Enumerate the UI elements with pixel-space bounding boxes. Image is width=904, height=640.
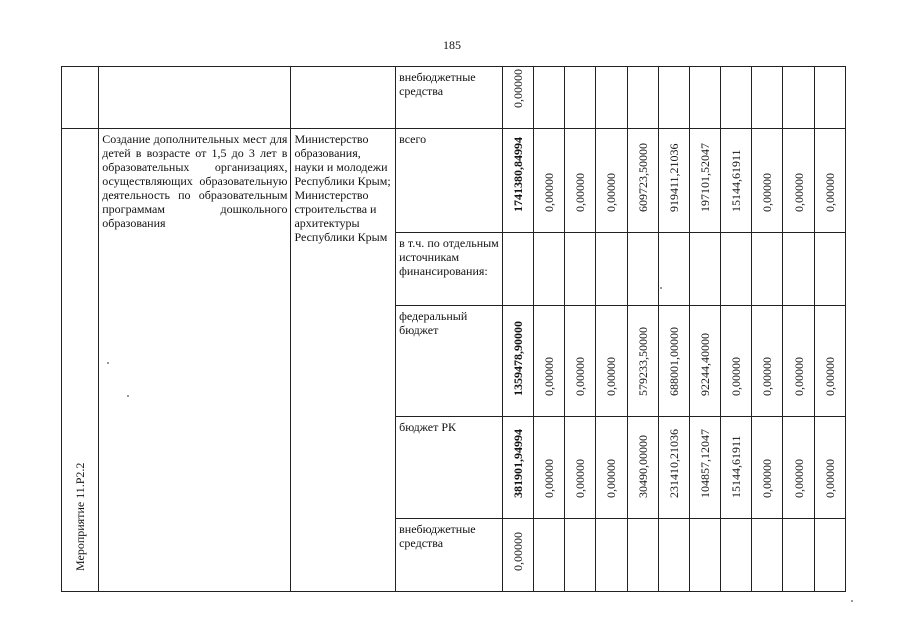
empty-cell xyxy=(721,233,752,306)
funding-source-cell xyxy=(396,67,503,129)
activity-description: Создание дополнительных мест для детей в возрасте от 1,5 до 3 лет в образовательных организациях, осуществляющих образовательную деятельность по образовательным программам дошкольного образования xyxy=(102,132,288,230)
value: 0,00000 xyxy=(604,357,619,396)
value: 0,00000 xyxy=(760,357,775,396)
value-cell xyxy=(502,417,533,519)
scan-speck xyxy=(851,600,853,602)
empty-cell xyxy=(596,233,627,306)
financing-table xyxy=(61,66,846,592)
value-cell xyxy=(689,306,720,417)
value-cell xyxy=(721,519,752,592)
value-cell xyxy=(783,306,814,417)
empty-cell xyxy=(502,233,533,306)
value-cell xyxy=(502,306,533,417)
value-cell xyxy=(752,306,783,417)
value-cell xyxy=(783,67,814,129)
value-cell xyxy=(627,417,658,519)
funding-source: бюджет РК xyxy=(399,420,457,434)
funding-source: внебюджетные средства xyxy=(399,70,476,98)
value-cell xyxy=(658,519,689,592)
value-cell xyxy=(814,306,845,417)
funding-source-cell xyxy=(396,129,503,233)
value-cell xyxy=(533,129,564,233)
empty-cell xyxy=(533,233,564,306)
value-cell xyxy=(689,67,720,129)
value-cell xyxy=(752,519,783,592)
value: 0,00000 xyxy=(510,69,525,108)
value-cell xyxy=(658,306,689,417)
value-cell xyxy=(814,417,845,519)
value: 0,00000 xyxy=(542,459,557,498)
value-cell xyxy=(502,519,533,592)
value-cell xyxy=(565,129,596,233)
value: 15144,61911 xyxy=(729,435,744,498)
value: 197101,52047 xyxy=(698,143,712,212)
value: 0,00000 xyxy=(542,173,557,212)
value: 30490,00000 xyxy=(635,435,650,498)
value-cell xyxy=(627,129,658,233)
value: 0,00000 xyxy=(604,459,619,498)
value-cell xyxy=(596,519,627,592)
value-cell xyxy=(627,519,658,592)
scan-speck xyxy=(107,362,109,364)
value-cell xyxy=(565,417,596,519)
value: 0,00000 xyxy=(729,357,744,396)
value-cell xyxy=(502,67,533,129)
empty-cell xyxy=(658,233,689,306)
value: 0,00000 xyxy=(760,173,775,212)
table-row xyxy=(62,67,846,129)
value: 0,00000 xyxy=(573,459,588,498)
value-cell xyxy=(596,306,627,417)
value-cell xyxy=(783,417,814,519)
value-cell xyxy=(752,129,783,233)
scan-speck xyxy=(660,287,662,289)
activity-description-cell xyxy=(99,129,291,592)
value-cell xyxy=(689,417,720,519)
funding-source: внебюджетные средства xyxy=(399,522,476,550)
value-cell xyxy=(721,67,752,129)
value-cell xyxy=(783,519,814,592)
value-cell xyxy=(565,67,596,129)
value: 0,00000 xyxy=(573,357,588,396)
value-cell xyxy=(783,129,814,233)
executor: Министерство образования, науки и молодежи Республики Крым; Министерство строительства и архитектуры Республики Крым xyxy=(294,132,391,244)
empty-cell xyxy=(689,233,720,306)
funding-source-cell xyxy=(396,417,503,519)
value-total: 381901,94994 xyxy=(510,429,525,498)
value: 688001,00000 xyxy=(666,327,681,396)
value-cell xyxy=(533,67,564,129)
value-cell xyxy=(689,519,720,592)
value-cell xyxy=(752,417,783,519)
value-cell xyxy=(814,129,845,233)
value-cell xyxy=(596,417,627,519)
value: 0,00000 xyxy=(573,173,588,212)
value: 0,00000 xyxy=(822,459,837,498)
empty-cell xyxy=(783,233,814,306)
value: 609723,50000 xyxy=(635,143,650,212)
value-cell xyxy=(721,129,752,233)
value: 231410,21036 xyxy=(666,429,681,498)
value-cell xyxy=(752,67,783,129)
funding-source: в т.ч. по отдельным источникам финансирования: xyxy=(399,236,499,278)
value-cell xyxy=(658,129,689,233)
value-cell xyxy=(658,417,689,519)
activity-label: Мероприятие 11.Р2.2 xyxy=(73,462,88,571)
value-cell xyxy=(565,306,596,417)
value: 0,00000 xyxy=(791,357,806,396)
value-cell xyxy=(502,129,533,233)
empty-cell xyxy=(752,233,783,306)
value: 0,00000 xyxy=(822,357,837,396)
funding-source-cell xyxy=(396,519,503,592)
value: 0,00000 xyxy=(510,532,525,571)
value-cell xyxy=(596,129,627,233)
value-cell xyxy=(689,129,720,233)
value-cell xyxy=(658,67,689,129)
value: 0,00000 xyxy=(542,357,557,396)
empty-cell xyxy=(565,233,596,306)
value-cell xyxy=(596,67,627,129)
value-cell xyxy=(627,306,658,417)
funding-source-cell xyxy=(396,306,503,417)
value-cell xyxy=(814,67,845,129)
value: 104857,12047 xyxy=(698,429,712,498)
empty-cell xyxy=(291,67,396,129)
value-total: 1741380,84994 xyxy=(510,137,525,212)
empty-cell xyxy=(99,67,291,129)
funding-source: федеральный бюджет xyxy=(399,309,468,337)
value-cell xyxy=(533,306,564,417)
value-cell xyxy=(721,306,752,417)
funding-source-cell xyxy=(396,233,503,306)
value-cell xyxy=(627,67,658,129)
empty-cell xyxy=(627,233,658,306)
value: 919411,21036 xyxy=(666,143,681,212)
page-number: 185 xyxy=(443,38,461,52)
value-cell xyxy=(814,519,845,592)
value: 0,00000 xyxy=(791,173,806,212)
value: 0,00000 xyxy=(822,173,837,212)
value: 579233,50000 xyxy=(635,327,650,396)
value-total: 1359478,90000 xyxy=(510,321,525,396)
value: 0,00000 xyxy=(791,459,806,498)
empty-cell xyxy=(62,67,99,129)
value: 0,00000 xyxy=(760,459,775,498)
executor-cell xyxy=(291,129,396,592)
value-cell xyxy=(533,519,564,592)
funding-source: всего xyxy=(399,132,427,146)
activity-label-cell xyxy=(62,129,99,592)
value-cell xyxy=(565,519,596,592)
value: 0,00000 xyxy=(604,173,619,212)
scan-speck xyxy=(127,395,129,397)
table-row xyxy=(62,129,846,233)
empty-cell xyxy=(814,233,845,306)
value: 15144,61911 xyxy=(729,149,744,212)
value-cell xyxy=(721,417,752,519)
value-cell xyxy=(533,417,564,519)
value: 92244,40000 xyxy=(698,333,712,396)
